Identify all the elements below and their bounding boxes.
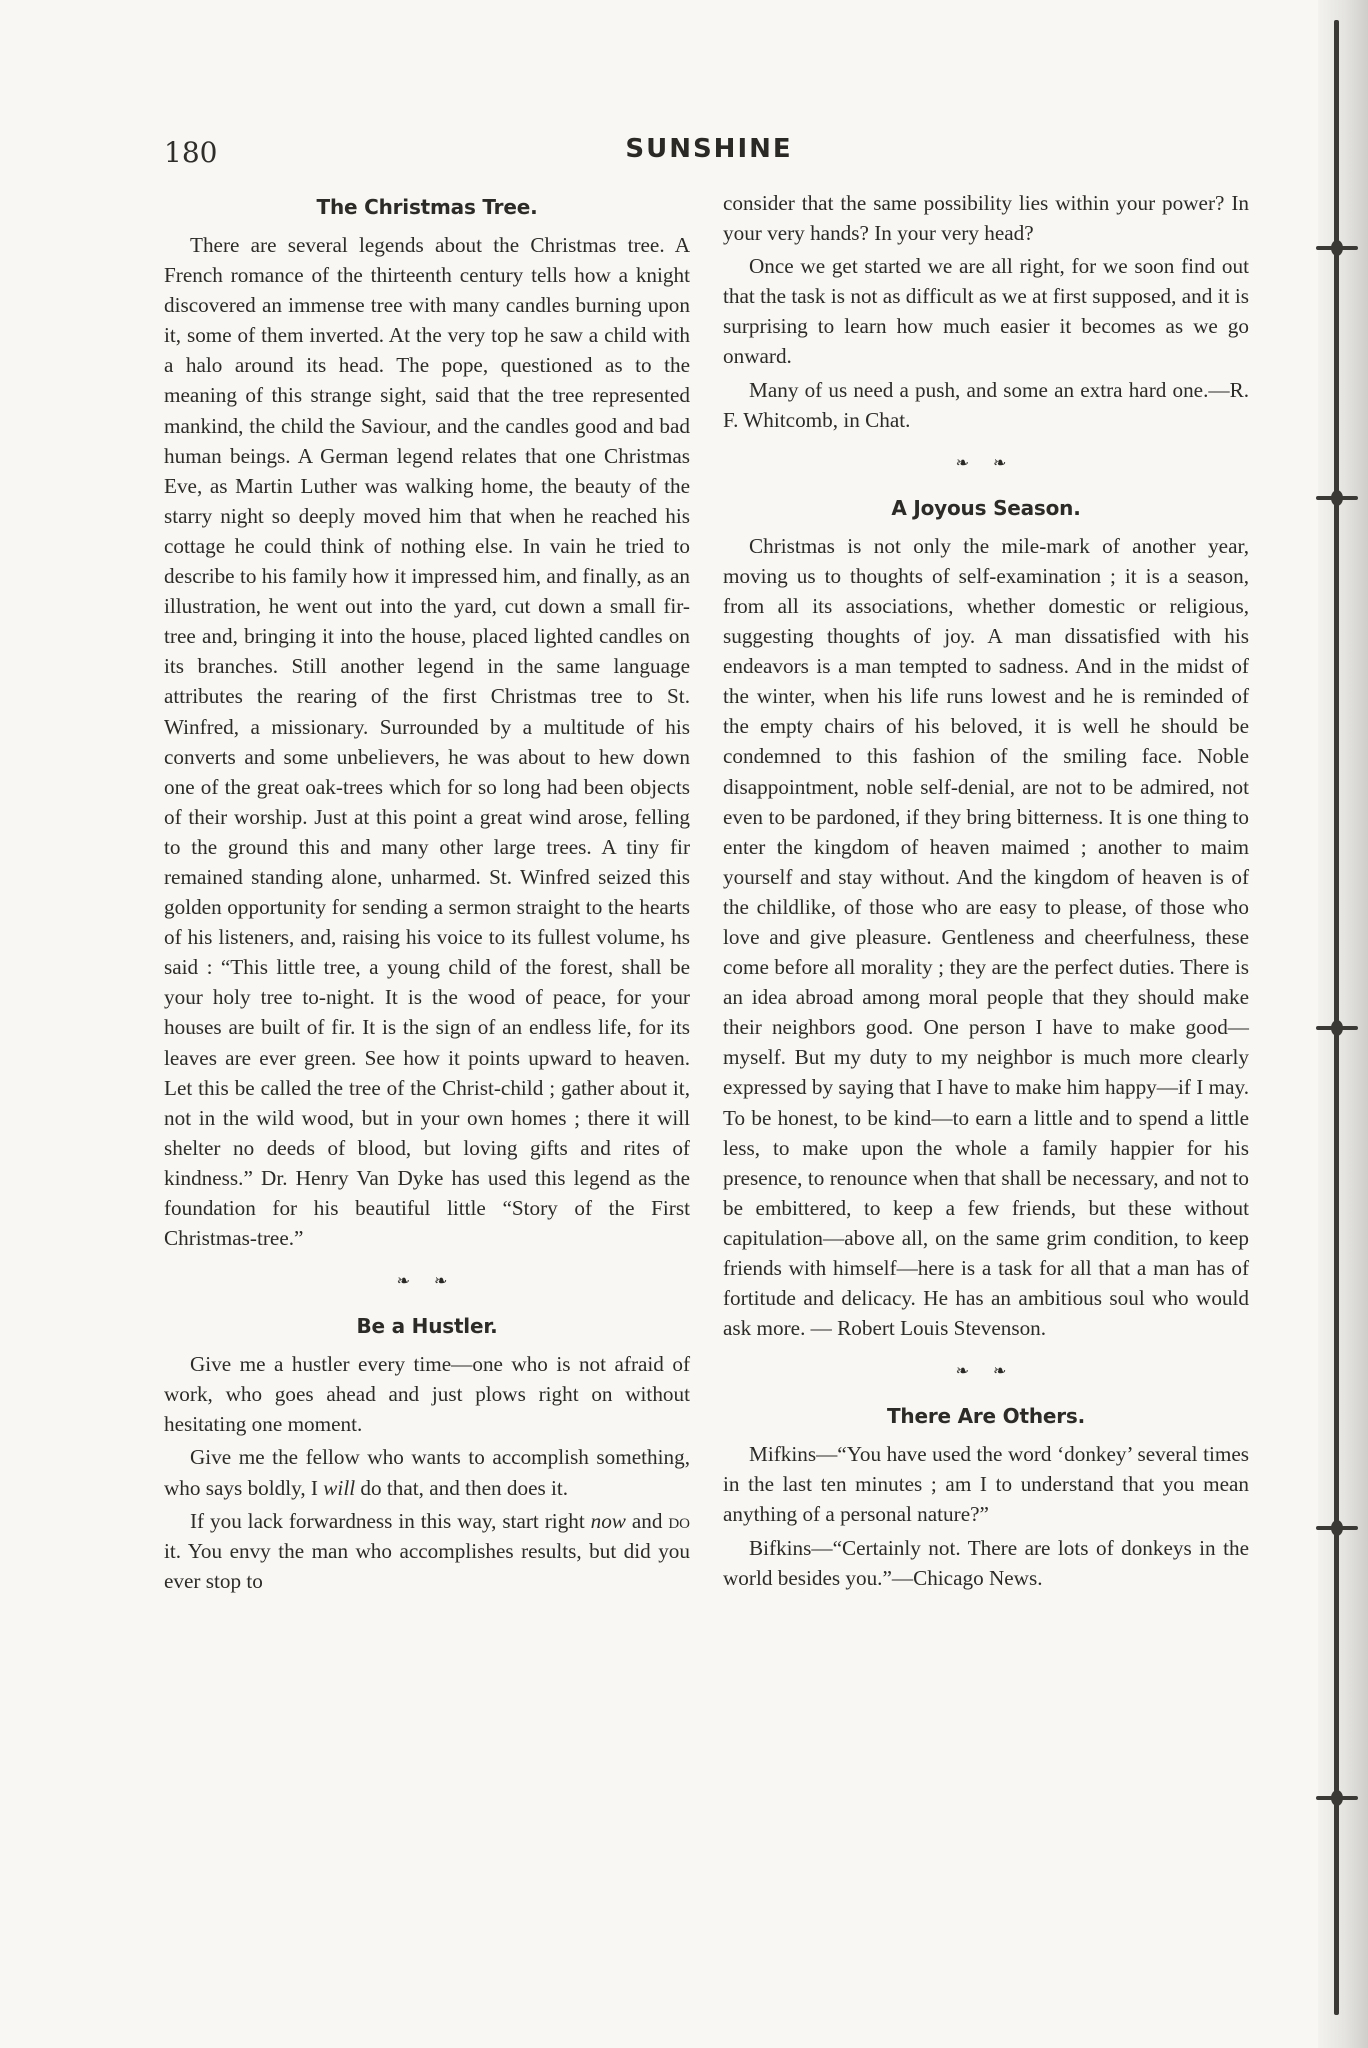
text-run: Give me the fellow who wants to accomplish something, who says boldly, I [164, 1445, 690, 1500]
article-title-there-are-others: There Are Others. [886, 1404, 1086, 1429]
small-caps-text: do [668, 1508, 690, 1533]
text-run: If you lack forwardness in this way, start right [190, 1508, 591, 1533]
emphasis-text: will [323, 1475, 356, 1500]
text-run: do that, and then does it. [355, 1475, 569, 1500]
page-binding-edge [1318, 0, 1368, 2048]
article-paragraph: Once we get started we are all right, for we soon find out that the task is not as difficult as we at first supposed, and it is surprising to learn how much easier it becomes as we go onward. [723, 254, 1249, 369]
binding-thread [1334, 20, 1339, 2015]
right-column [723, 188, 1249, 1596]
binding-stitch [1316, 1526, 1358, 1530]
article-paragraph: Bifkins—“Certainly not. There are lots of donkeys in the world besides you.”—Chicago News. [723, 1535, 1249, 1590]
section-ornament: ❧ ❧ [396, 1273, 458, 1291]
article-title-joyous-season: A Joyous Season. [891, 495, 1081, 520]
running-head [164, 134, 1254, 174]
article-title-hustler: Be a Hustler. [356, 1314, 498, 1339]
emphasis-text: now [590, 1508, 626, 1533]
journal-title: SUNSHINE [625, 134, 793, 164]
binding-stitch [1316, 1026, 1358, 1030]
article-paragraph [164, 1442, 690, 1502]
text-run: and [625, 1508, 669, 1533]
binding-stitch [1316, 246, 1358, 250]
binding-stitch [1316, 1796, 1358, 1800]
article-paragraph-continued: consider that the same possibility lies within your power? In your very hands? In your very head? [723, 191, 1249, 246]
text-run: it. You envy the man who accomplishes results, but did you ever stop to [164, 1538, 690, 1593]
section-ornament: ❧ ❧ [955, 454, 1017, 472]
section-ornament: ❧ ❧ [955, 1363, 1017, 1381]
left-column [164, 188, 690, 1599]
article-paragraph [164, 1506, 690, 1596]
article-paragraph: Mifkins—“You have used the word ‘donkey’ several times in the last ten minutes ; am I to understand that you mean anything of a personal nature?” [723, 1442, 1249, 1527]
page-number: 180 [164, 136, 218, 169]
article-paragraph: Give me a hustler every time—one who is not afraid of work, who goes ahead and just plows right on without hesitating one moment. [164, 1352, 690, 1437]
binding-stitch [1316, 496, 1358, 500]
article-paragraph: Christmas is not only the mile-mark of another year, moving us to thoughts of self-examination ; it is a season, from all its associations, whether domestic or religious, suggesting thoughts of joy. A man dissatisfied with his endeavors is a man tempted to sadness. And in the midst of the winter, when his life runs lowest and he is reminded of the empty chairs of his beloved, it is well he should be condemned to this fashion of the smiling face. Noble disappointment, noble self-denial, are not to be admired, not even to be pardoned, if they bring bitterness. It is one thing to enter the kingdom of heaven maimed ; another to maim yourself and stay without. And the kingdom of heaven is of the childlike, of those who are easy to please, of those who love and give pleasure. Gentleness and cheerfulness, these come before all morality ; they are the perfect duties. There is an idea abroad among moral people that they should make their neighbors good. One person I have to make good—myself. But my duty to my neighbor is much more clearly expressed by saying that I have to make him happy—if I may. To be honest, to be kind—to earn a little and to spend a little less, to make upon the whole a family happier for his presence, to renounce when that shall be necessary, and not to be embittered, to keep a few friends, but these without capitulation—above all, on the same grim condition, to keep friends with himself—here is a task for all that a man has of fortitude and delicacy. He has an ambitious soul who would ask more. — Robert Louis Stevenson. [723, 533, 1249, 1341]
article-title-christmas-tree: The Christmas Tree. [316, 195, 538, 219]
article-paragraph: Many of us need a push, and some an extra hard one.—R. F. Whitcomb, in Chat. [723, 377, 1249, 432]
article-paragraph: There are several legends about the Christmas tree. A French romance of the thirteenth century tells how a knight discovered an immense tree with many candles burning upon it, some of them inverted. At the very top he saw a child with a halo around its head. The pope, questioned as to the meaning of this strange sight, said that the tree represented mankind, the child the Saviour, and the candles good and bad human beings. A German legend relates that one Christmas Eve, as Martin Luther was walking home, the beauty of the starry night so deeply moved him that when he reached his cottage he could think of nothing else. In vain he tried to describe to his family how it impressed him, and finally, as an illustration, he went out into the yard, cut down a small fir-tree and, bringing it into the house, placed lighted candles on its branches. Still another legend in the same language attributes the rearing of the first Christmas tree to St. Winfred, a missionary. Surrounded by a multitude of his converts and some unbelievers, he was about to hew down one of the great oak-trees which for so long had been objects of their worship. Just at this point a great wind arose, felling to the ground this and many other large trees. A tiny fir remained standing alone, unharmed. St. Winfred seized this golden opportunity for sending a sermon straight to the hearts of his listeners, and, raising his voice to its fullest volume, hs said : “This little tree, a young child of the forest, shall be your holy tree to-night. It is the wood of peace, for your houses are built of fir. It is the sign of an endless life, for its leaves are ever green. See how it points upward to heaven. Let this be called the tree of the Christ-child ; gather about it, not in the wild wood, but in your own homes ; there it will shelter no deeds of blood, but loving gifts and rites of kindness.” Dr. Henry Van Dyke has used this legend as the foundation for his beautiful little “Story of the First Christmas-tree.” [164, 233, 690, 1251]
